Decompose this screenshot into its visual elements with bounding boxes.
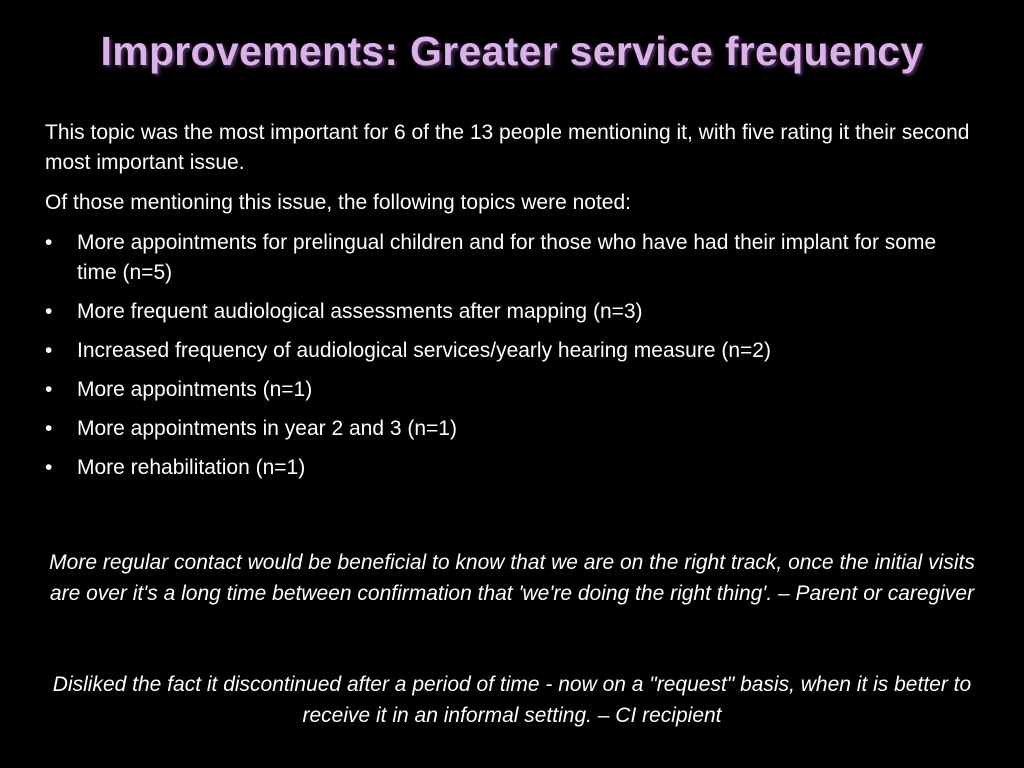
list-item: [45, 336, 975, 366]
quote-parent-caregiver: More regular contact would be beneficial to know that we are on the right track, once the initial visits are over it's a long time between confirmation that 'we're doing the right thing'. – Parent or caregiver: [49, 551, 975, 605]
bullet-icon: •: [45, 456, 53, 479]
list-item-text: More appointments (n=1): [77, 378, 313, 401]
list-item-text: More appointments for prelingual children and for those who have had their implant for some time (n=5): [77, 231, 937, 284]
bullet-icon: •: [45, 300, 53, 323]
list-item-text: More rehabilitation (n=1): [77, 456, 306, 479]
list-item-text: More frequent audiological assessments after mapping (n=3): [77, 300, 643, 323]
lead-paragraph: Of those mentioning this issue, the following topics were noted:: [45, 191, 631, 214]
topic-list: [45, 228, 975, 483]
quote-ci-recipient: Disliked the fact it discontinued after a period of time - now on a "request" basis, when it is better to receive it in an informal setting. – CI recipient: [52, 673, 972, 727]
bullet-icon: •: [45, 417, 53, 440]
list-item: [45, 297, 975, 327]
bullet-icon: •: [45, 231, 53, 254]
list-item: [45, 228, 975, 288]
list-item: [45, 414, 975, 444]
list-item: [45, 375, 975, 405]
bullet-icon: •: [45, 339, 53, 362]
bullet-icon: •: [45, 378, 53, 401]
list-item: [45, 453, 975, 483]
intro-paragraph: This topic was the most important for 6 of the 13 people mentioning it, with five rating it their second most important issue.: [45, 121, 970, 174]
slide-body: [45, 118, 975, 492]
slide-title: Improvements: Greater service frequency: [100, 28, 924, 74]
list-item-text: Increased frequency of audiological services/yearly hearing measure (n=2): [77, 339, 771, 362]
list-item-text: More appointments in year 2 and 3 (n=1): [77, 417, 457, 440]
